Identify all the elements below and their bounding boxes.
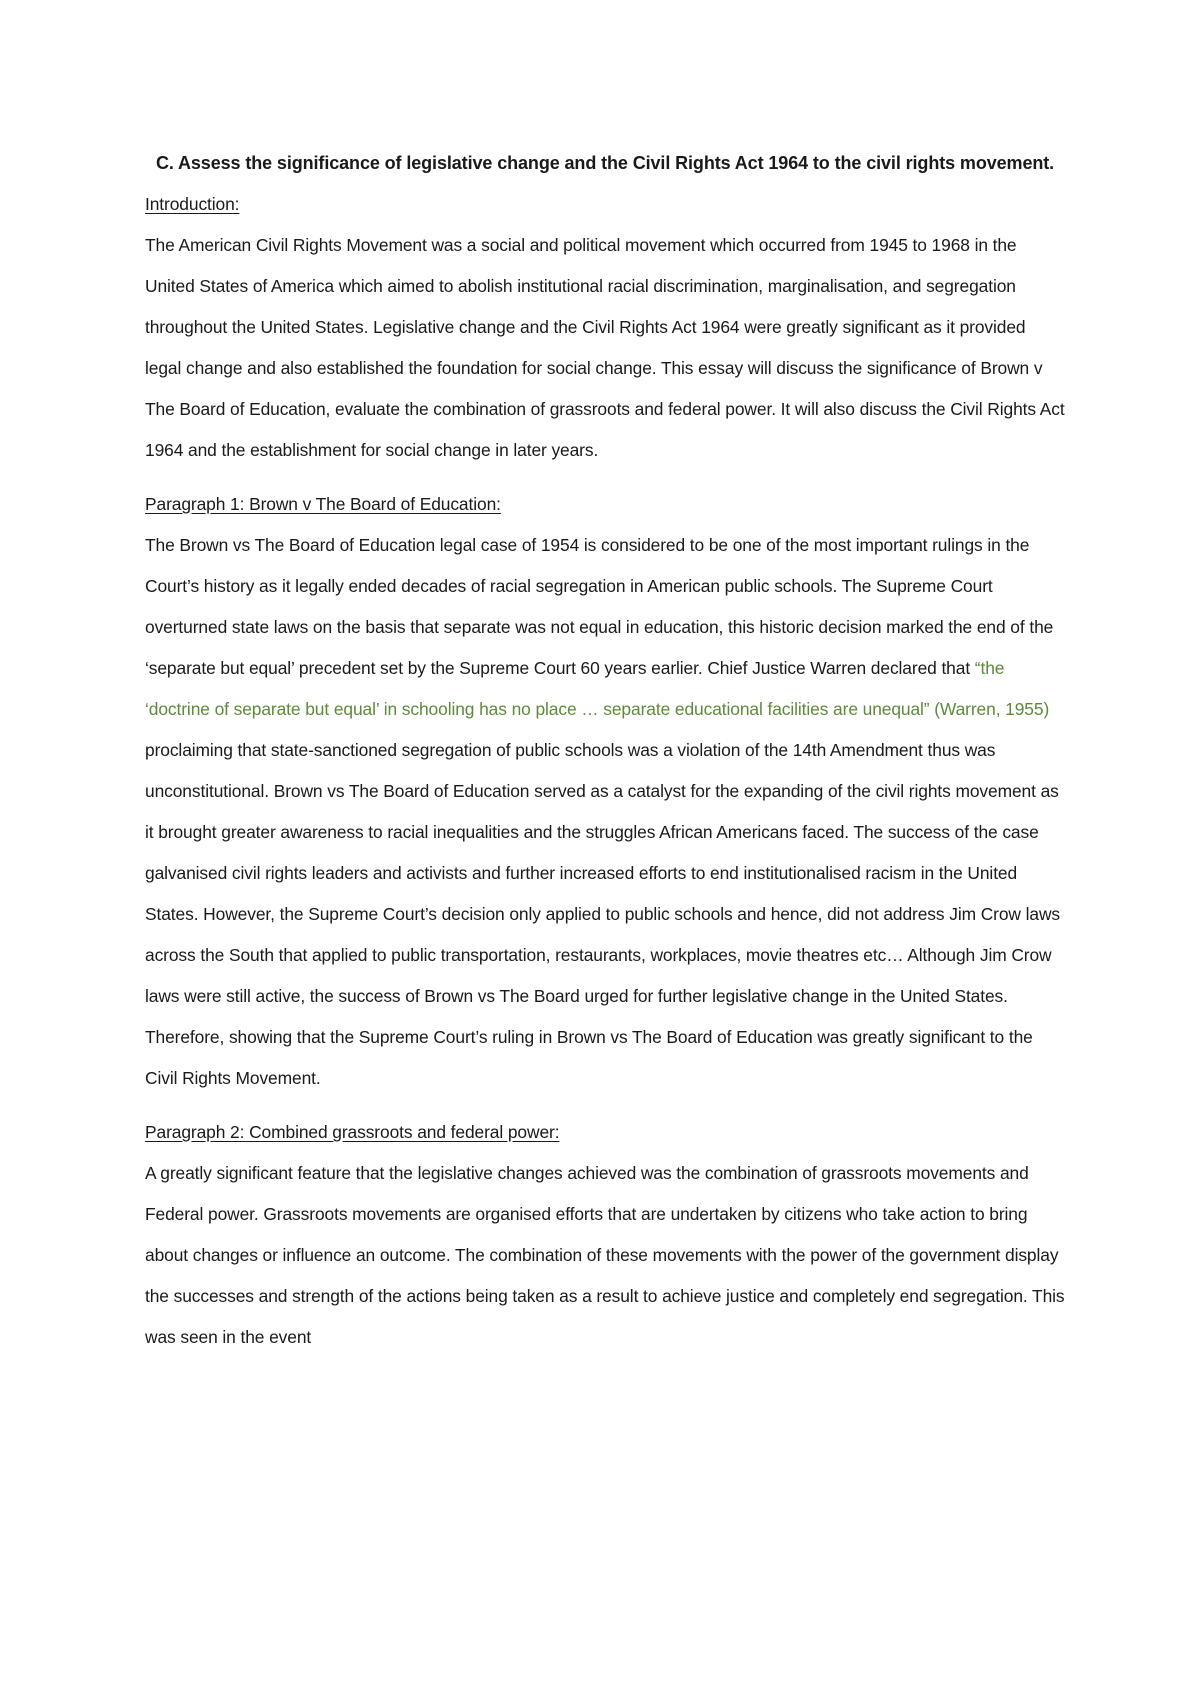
- introduction-heading: Introduction:: [145, 194, 240, 214]
- warren-quote: “the ‘doctrine of separate but equal’ in schooling has no place … separate educational facilities are unequal” (Warren, 1955): [145, 658, 1050, 719]
- paragraph-1-heading: Paragraph 1: Brown v The Board of Education:: [145, 494, 501, 514]
- paragraph-1-text-after: proclaiming that state-sanctioned segregation of public schools was a violation of the 14th Amendment thus was unconstitutional. Brown vs The Board of Education served as a catalyst for the expanding of the civil rights movement as it brought greater awareness to racial inequalities and the struggles African Americans faced. The success of the case galvanised civil rights leaders and activists and further increased efforts to end institutionalised racism in the United States. However, the Supreme Court’s decision only applied to public schools and hence, did not address Jim Crow laws across the South that applied to public transportation, restaurants, workplaces, movie theatres etc… Although Jim Crow laws were still active, the success of Brown vs The Board urged for further legislative change in the United States. Therefore, showing that the Supreme Court’s ruling in Brown vs The Board of Education was greatly significant to the Civil Rights Movement.: [145, 740, 1061, 1088]
- introduction-paragraph: The American Civil Rights Movement was a social and political movement which occurred from 1945 to 1968 in the United States of America which aimed to abolish institutional racial discrimination, marginalisation, and segregation throughout the United States. Legislative change and the Civil Rights Act 1964 were greatly significant as it provided legal change and also established the foundation for social change. This essay will discuss the significance of Brown v The Board of Education, evaluate the combination of grassroots and federal power. It will also discuss the Civil Rights Act 1964 and the establishment for social change in later years.: [145, 235, 1065, 460]
- paragraph-1-body: [145, 525, 1065, 1099]
- document-body: [145, 143, 1065, 1371]
- document-title: C. Assess the significance of legislative change and the Civil Rights Act 1964 to the civil rights movement.: [155, 153, 1055, 173]
- paragraph-1-text-before: The Brown vs The Board of Education legal case of 1954 is considered to be one of the most important rulings in the Court’s history as it legally ended decades of racial segregation in American public schools. The Supreme Court overturned state laws on the basis that separate was not equal in education, this historic decision marked the end of the ‘separate but equal’ precedent set by the Supreme Court 60 years earlier. Chief Justice Warren declared that: [145, 535, 1054, 678]
- paragraph-2-body: A greatly significant feature that the legislative changes achieved was the combination of grassroots movements and Federal power. Grassroots movements are organised efforts that are undertaken by citizens who take action to bring about changes or influence an outcome. The combination of these movements with the power of the government display the successes and strength of the actions being taken as a result to achieve justice and completely end segregation. This was seen in the event: [145, 1163, 1065, 1347]
- paragraph-2-heading: Paragraph 2: Combined grassroots and federal power:: [145, 1122, 560, 1142]
